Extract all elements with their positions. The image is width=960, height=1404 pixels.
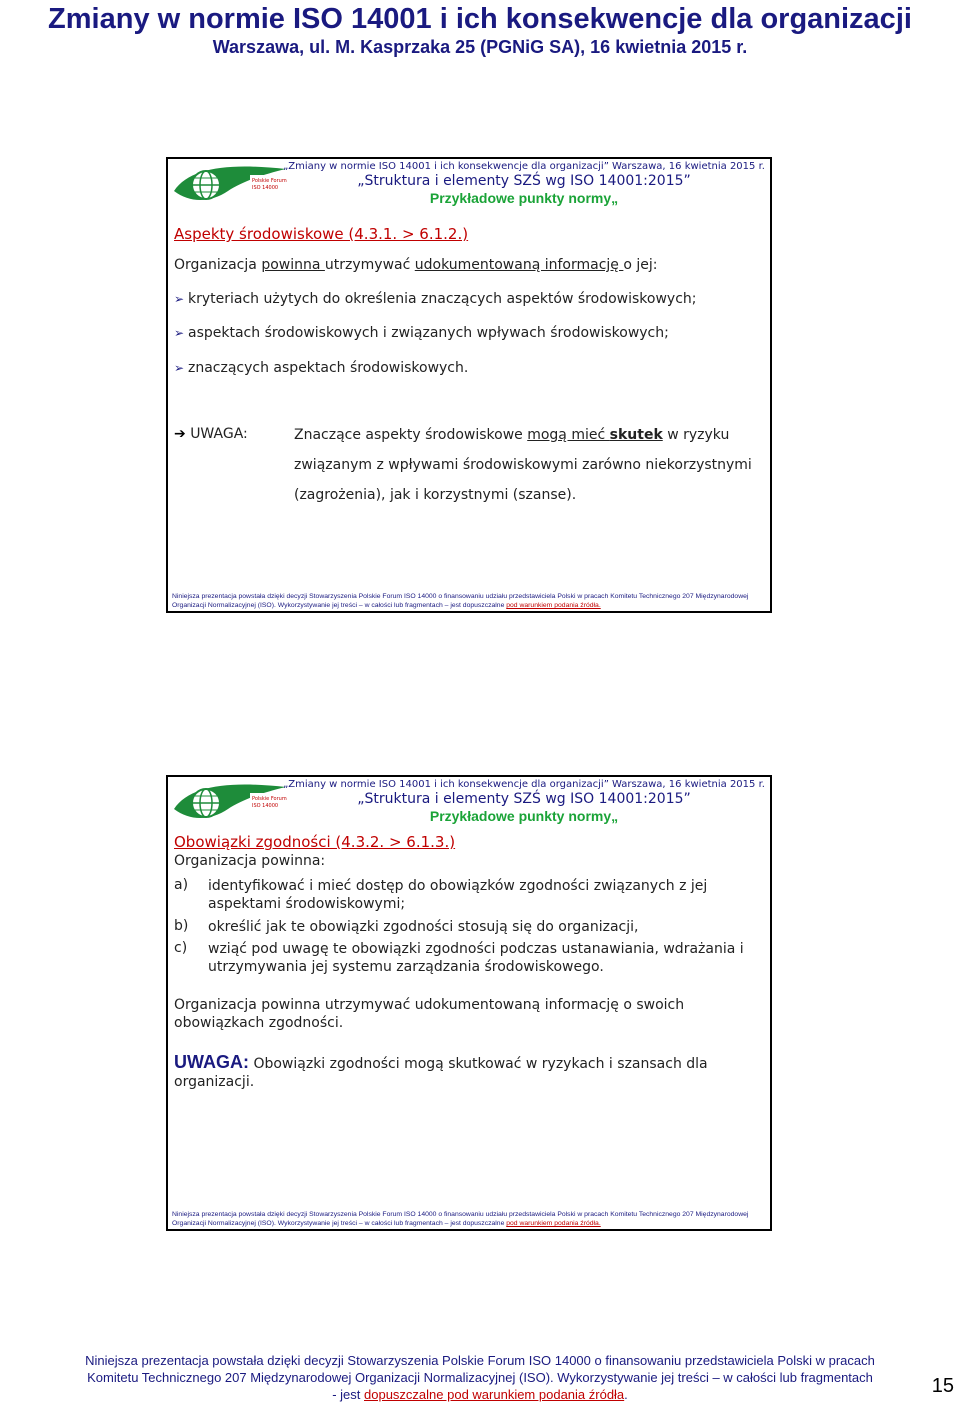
- intro-line: Organizacja powinna:: [174, 853, 326, 869]
- list-item: ➢ kryteriach użytych do określenia znaczących aspektów środowiskowych;: [174, 291, 697, 307]
- uwaga-text: Znaczące aspekty środowiskowe mogą mieć skutek w ryzyku związanym z wpływami środowiskowymi zarówno niekorzystnymi (zagrożenia), jak i korzystnymi (szanse).: [294, 427, 752, 503]
- slide-header-event: „Zmiany w normie ISO 14001 i ich konsekwencje dla organizacji” Warszawa, 16 kwietnia 2015 r.: [283, 779, 765, 790]
- arrow-bullet-icon: ➢: [174, 326, 185, 340]
- slide-obowiazki: [166, 775, 772, 1231]
- page-footer: Niniejsza prezentacja powstała dzięki decyzji Stowarzyszenia Polskie Forum ISO 14000 o finansowaniu przedstawiciela Polski w pracach Komitetu Technicznego 207 Międzynarodowej Organizacji Normalizacyjnej (ISO). Wykorzystywanie jej treści – w całości lub fragmentach - jest dopuszczalne pod warunkiem podania źródła.: [85, 1353, 875, 1402]
- right-arrow-icon: ➔: [174, 426, 186, 442]
- slide-aspekty: [166, 157, 772, 613]
- list-marker: c): [174, 940, 188, 956]
- logo-text-1: Polskie Forum: [252, 178, 287, 184]
- intro-line: Organizacja powinna utrzymywać udokumentowaną informację o jej:: [174, 257, 658, 273]
- uwaga-note: UWAGA: Obowiązki zgodności mogą skutkować w ryzykach i szansach dla organizacji.: [174, 1052, 708, 1090]
- paragraph: Organizacja powinna utrzymywać udokumentowaną informację o swoich obowiązkach zgodności.: [174, 997, 685, 1031]
- list-text: wziąć pod uwagę te obowiązki zgodności podczas ustanawiania, wdrażania i utrzymywania jej systemu zarządzania środowiskowego.: [208, 941, 744, 975]
- list-text: określić jak te obowiązki zgodności stosują się do organizacji,: [208, 919, 639, 935]
- list-item: ➢ aspektach środowiskowych i związanych wpływach środowiskowych;: [174, 325, 669, 341]
- uwaga-label: ➔ UWAGA:: [174, 426, 248, 442]
- slide-header-event: „Zmiany w normie ISO 14001 i ich konsekwencje dla organizacji” Warszawa, 16 kwietnia 2015 r.: [283, 161, 765, 172]
- list-marker: b): [174, 918, 189, 934]
- logo-text-2: ISO 14000: [252, 803, 279, 809]
- slide-header-subtitle: Przykładowe punkty normy„: [429, 808, 619, 824]
- document-title: Zmiany w normie ISO 14001 i ich konsekwencje dla organizacji: [48, 3, 912, 35]
- slide-heading: Aspekty środowiskowe (4.3.1. > 6.1.2.): [174, 225, 469, 243]
- slide-header-title: „Struktura i elementy SZŚ wg ISO 14001:2015”: [357, 791, 691, 807]
- uwaga-label: UWAGA:: [174, 1052, 249, 1072]
- slide-footer-note: Niniejsza prezentacja powstała dzięki decyzji Stowarzyszenia Polskie Forum ISO 14000 o finansowaniu udziału przedstawiciela Polski w pracach Komitetu Technicznego 207 Międzynarodowej Organizacji Normalizacyjnej (ISO). Wykorzystywanie jej treści – w całości lub fragmentach – jest dopuszczalne pod warunkiem podania źródła.: [172, 593, 749, 609]
- list-marker: a): [174, 877, 189, 893]
- page-number: 15: [931, 1375, 954, 1397]
- list-item: ➢ znaczących aspektach środowiskowych.: [174, 360, 469, 376]
- slide-footer-note: Niniejsza prezentacja powstała dzięki decyzji Stowarzyszenia Polskie Forum ISO 14000 o finansowaniu udziału przedstawiciela Polski w pracach Komitetu Technicznego 207 Międzynarodowej Organizacji Normalizacyjnej (ISO). Wykorzystywanie jej treści – w całości lub fragmentach – jest dopuszczalne pod warunkiem podania źródła.: [172, 1211, 749, 1227]
- document-subtitle: Warszawa, ul. M. Kasprzaka 25 (PGNiG SA), 16 kwietnia 2015 r.: [212, 37, 748, 57]
- list-text: identyfikować i mieć dostęp do obowiązków zgodności związanych z jej aspektami środowiskowymi;: [208, 878, 708, 912]
- slide-header-title: „Struktura i elementy SZŚ wg ISO 14001:2015”: [357, 173, 691, 189]
- slide-header-subtitle: Przykładowe punkty normy„: [429, 190, 619, 206]
- slide-heading: Obowiązki zgodności (4.3.2. > 6.1.3.): [174, 833, 456, 851]
- arrow-bullet-icon: ➢: [174, 292, 185, 306]
- logo-text-1: Polskie Forum: [252, 796, 287, 802]
- logo-text-2: ISO 14000: [252, 185, 279, 191]
- arrow-bullet-icon: ➢: [174, 361, 185, 375]
